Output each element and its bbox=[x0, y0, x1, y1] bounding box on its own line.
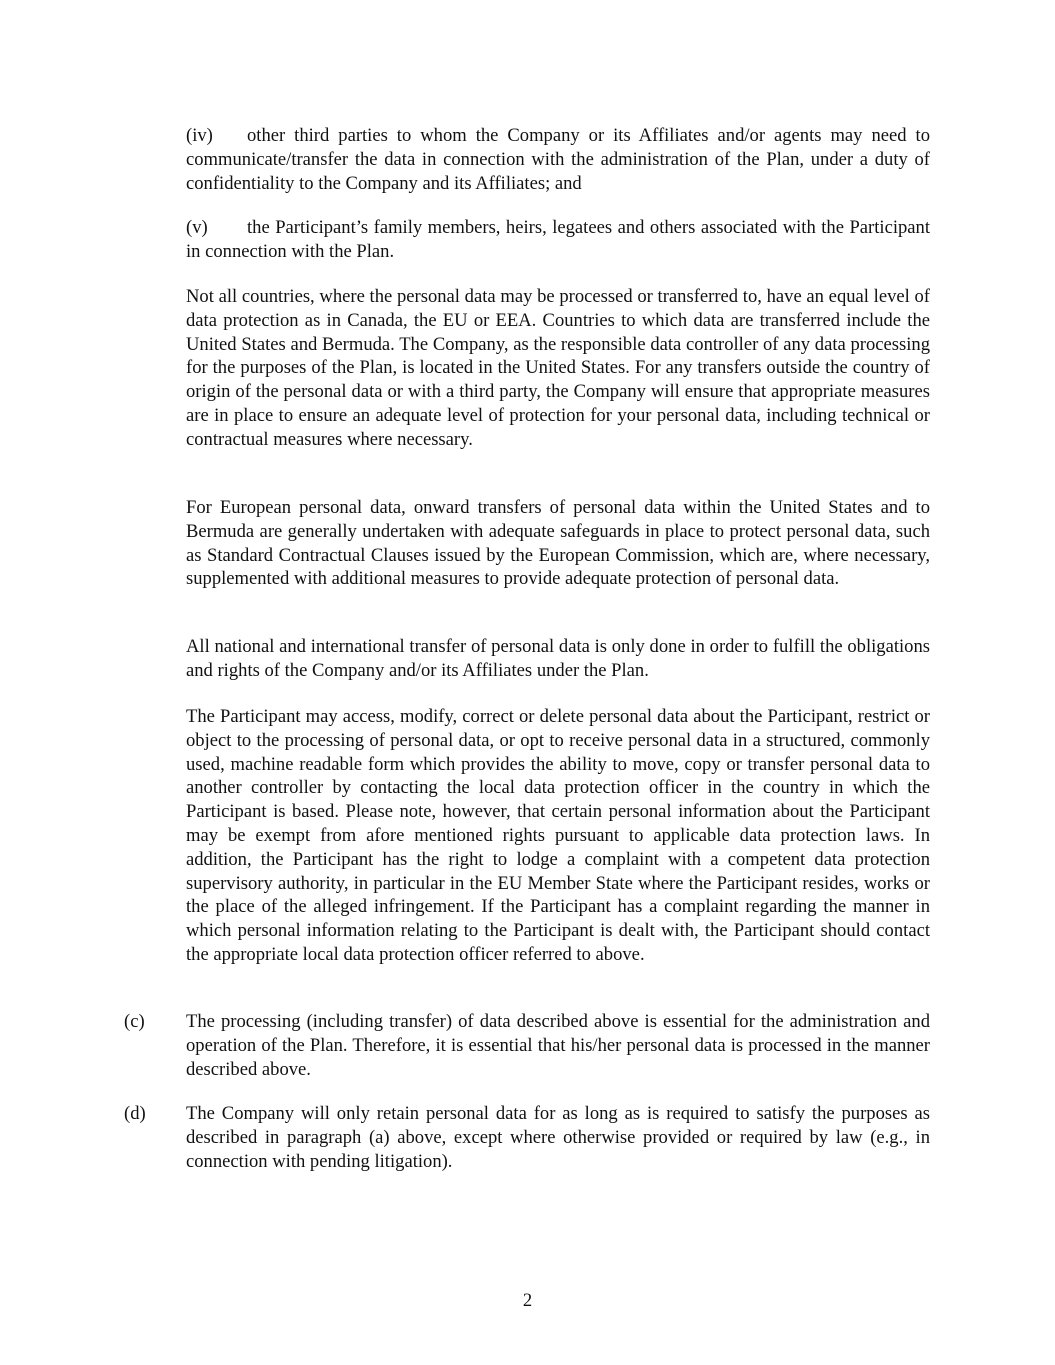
item-label: (c) bbox=[124, 1011, 145, 1032]
subitem-label: (iv) bbox=[186, 125, 213, 146]
paragraph-national-international-transfer: All national and international transfer of personal data is only done in order to fulfill the obligations and rights of the Company and/or its Affiliates under the Plan. bbox=[186, 636, 930, 681]
paragraph-data-protection-levels: Not all countries, where the personal data may be processed or transferred to, have an equal level of data protection as in Canada, the EU or EEA. Countries to which data are transferred include the United States and Bermuda. The Company, as the responsible data controller of any data processing for the purposes of the Plan, is located in the United States. For any transfers outside the country of origin of the personal data or with a third party, the Company will ensure that appropriate measures are in place to ensure an adequate level of protection for your personal data, including technical or contractual measures where necessary. bbox=[186, 286, 930, 450]
item-text: The processing (including transfer) of data described above is essential for the administration and operation of the Plan. Therefore, it is essential that his/her personal data is processed in the manner described above. bbox=[186, 1011, 930, 1080]
subitem-label: (v) bbox=[186, 217, 208, 238]
subitem-v bbox=[186, 216, 930, 264]
item-label: (d) bbox=[124, 1103, 146, 1124]
item-d bbox=[124, 1102, 930, 1173]
item-c bbox=[124, 1010, 930, 1081]
subitem-text: the Participant’s family members, heirs, legatees and others associated with the Participant in connection with the Plan. bbox=[186, 217, 930, 262]
paragraph-participant-rights: The Participant may access, modify, correct or delete personal data about the Participant, restrict or object to the processing of personal data, or opt to receive personal data in a structured, commonly used, machine readable form which provides the ability to move, copy or transfer personal data to another controller by contacting the local data protection officer in the country in which the Participant is based. Please note, however, that certain personal information about the Participant may be exempt from afore mentioned rights pursuant to applicable data protection laws. In addition, the Participant has the right to lodge a complaint with a competent data protection supervisory authority, in particular in the EU Member State where the Participant resides, works or the place of the alleged infringement. If the Participant has a complaint regarding the manner in which personal information relating to the Participant is dealt with, the Participant should contact the appropriate local data protection officer referred to above. bbox=[186, 706, 930, 965]
paragraph-european-transfers: For European personal data, onward transfers of personal data within the United States and to Bermuda are generally undertaken with adequate safeguards in place to protect personal data, such as Standard Contractual Clauses issued by the European Commission, which are, where necessary, supplemented with additional measures to provide adequate protection of personal data. bbox=[186, 497, 930, 590]
page-number: 2 bbox=[522, 1290, 533, 1311]
subitem-iv bbox=[186, 124, 930, 195]
subitem-text: other third parties to whom the Company or its Affiliates and/or agents may need to communicate/transfer the data in connection with the administration of the Plan, under a duty of confidentiality to the Company and its Affiliates; and bbox=[186, 125, 930, 194]
item-text: The Company will only retain personal data for as long as is required to satisfy the purposes as described in paragraph (a) above, except where otherwise provided or required by law (e.g., in connection with pending litigation). bbox=[186, 1103, 930, 1172]
